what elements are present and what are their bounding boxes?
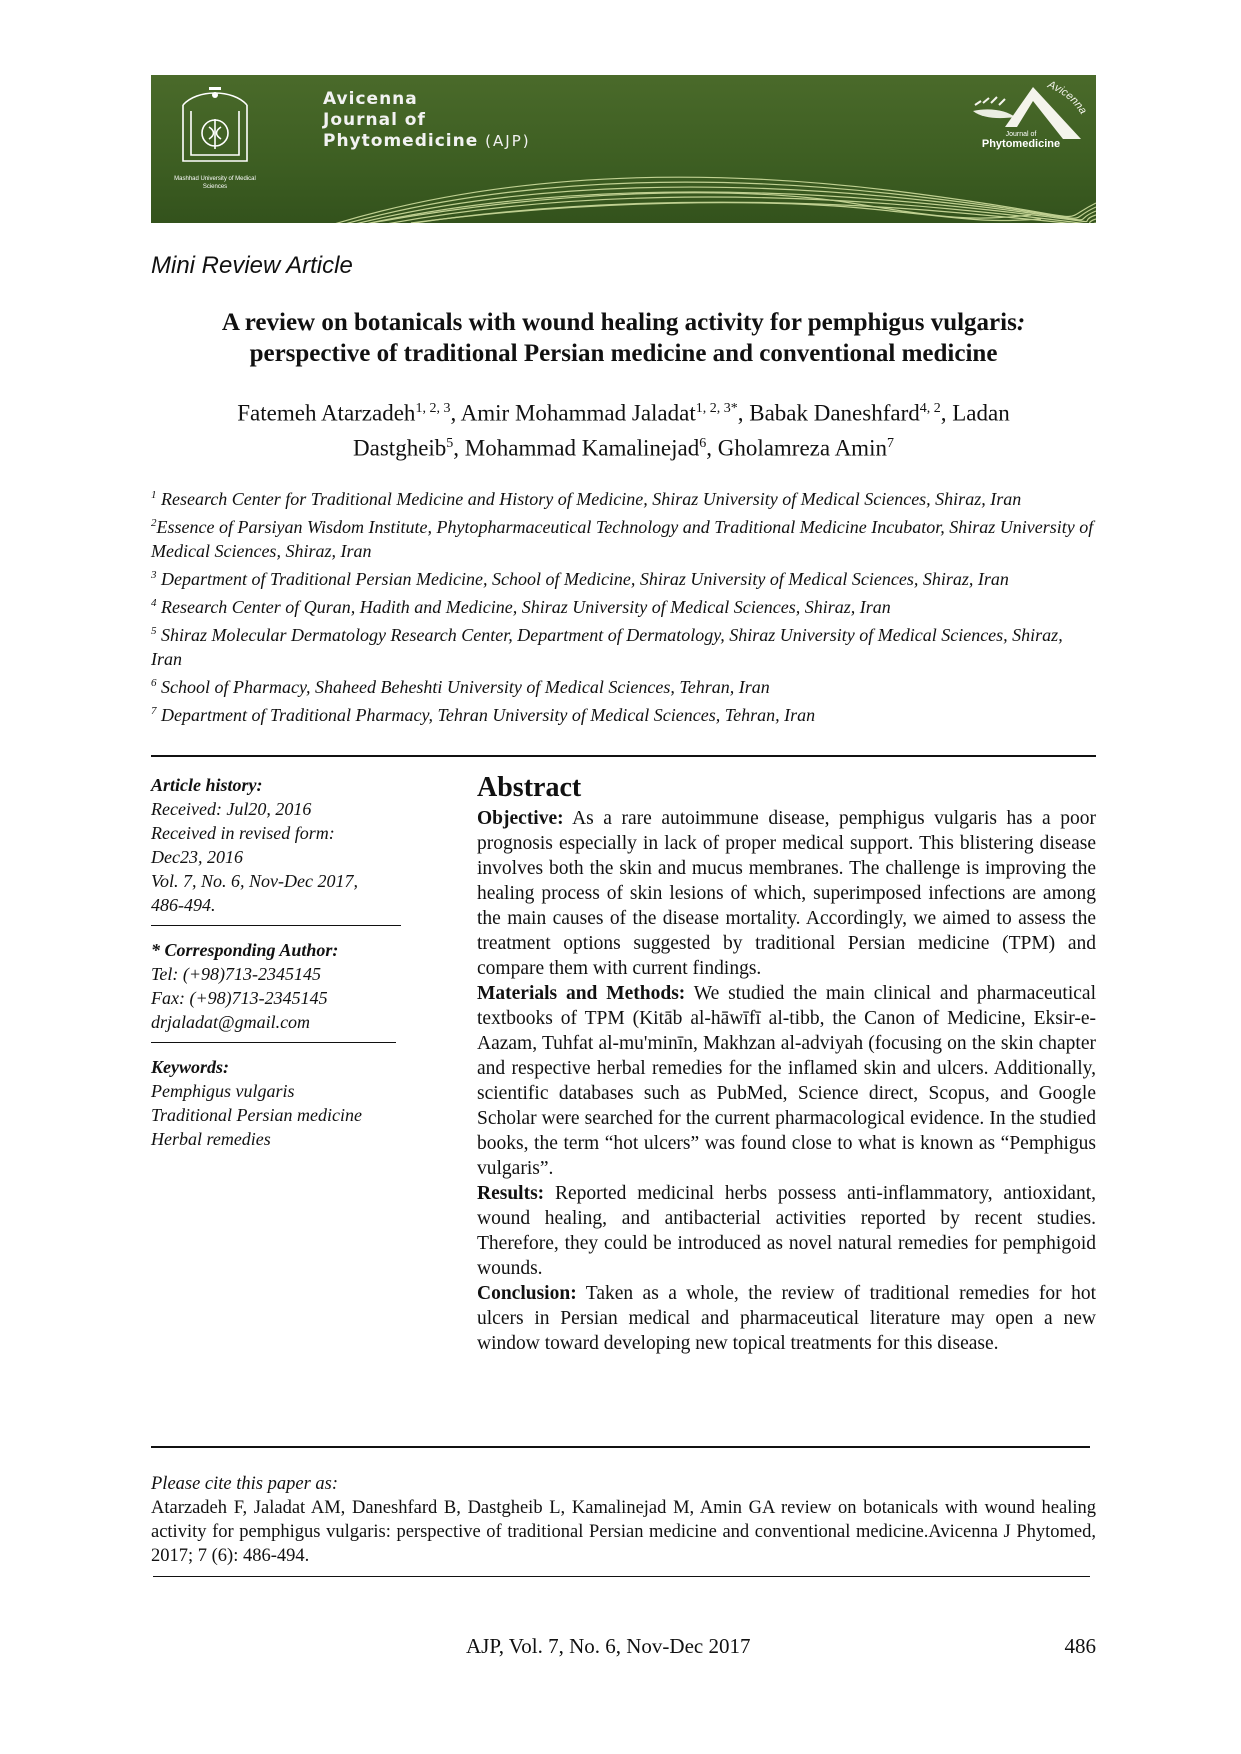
author-name: Mohammad Kamalinejad xyxy=(464,435,700,461)
journal-title-line-3: Phytomedicine (AJP) xyxy=(323,131,531,151)
author-affil-sup: 7 xyxy=(886,435,894,451)
author-name-first: Ladan xyxy=(952,400,1010,426)
journal-abbreviation: (AJP) xyxy=(485,132,531,150)
journal-title-line-1: Avicenna xyxy=(323,89,418,109)
affiliation-item: $^4$ Research Center of Quran, Hadith and Medicine, Shiraz University of Medical Sciences, Shiraz, Iran xyxy=(151,597,891,617)
author-name: Amir Mohammad Jaladat xyxy=(460,400,696,426)
author-list xyxy=(151,394,1096,463)
article-type: Mini Review Article xyxy=(151,252,353,279)
abstract xyxy=(477,771,1096,1356)
abstract-objective: Objective: As a rare autoimmune disease, pemphigus vulgaris has a poor prognosis especially in lack of proper medical support. This blistering disease involves both the skin and mucus membranes. The challenge is improving the healing process of skin lesions of which, superimposed infections are among the main causes of the disease mortality. Accordingly, we aimed to assess the treatment options suggested by traditional Persian medicine (TPM) and compare them with current findings. xyxy=(477,808,1096,979)
ajp-logo-arc-text: Avicenna xyxy=(1045,81,1089,117)
keyword-item: Herbal remedies xyxy=(151,1129,271,1149)
journal-banner xyxy=(151,75,1096,223)
university-logo xyxy=(169,83,261,173)
abstract-methods: Materials and Methods: We studied the main clinical and pharmaceutical textbooks of TPM (Kitāb al-hāwīfī al-tibb, the Canon of Medicine, Eksir-e-Aazam, Tuhfat al-mu'minīn, Makhzan al-adviyah (focusing on the skin chapter and respective herbal remedies for the inflamed skin and ulcers. Additionally, scientific databases such as PubMed, Science direct, Scopus, and Google Scholar were searched for the current pharmacological evidence. In the studied books, the term “hot ulcers” was found close to what is known as “Pemphigus vulgaris”. xyxy=(477,983,1096,1179)
author-line-1: Fatemeh Atarzadeh$^{1, 2, 3}$, Amir Mohammad Jaladat$^{1, 2, 3*}$, Babak Daneshfard$^{4, 2}$, Ladan xyxy=(237,400,1010,426)
abstract-conclusion: Conclusion: Taken as a whole, the review of traditional remedies for hot ulcers in Persian medical and pharmaceutical literature may open a new window toward developing new topical treatments for this disease. xyxy=(477,1283,1096,1354)
author-name: Babak Daneshfard xyxy=(749,400,920,426)
corresponding-tel: Tel: (+98)713-2345145 xyxy=(151,964,321,984)
author-affil-sup: 1, 2, 3* xyxy=(695,401,738,416)
article-history-line: 486-494. xyxy=(151,895,216,915)
affiliation-list xyxy=(151,483,1096,727)
keywords xyxy=(151,1055,421,1151)
paper-title-line-1: A review on botanicals with wound healing activity for pemphigus vulgaris: xyxy=(221,309,1026,336)
university-name: Mashhad University of Medical Sciences xyxy=(174,176,256,190)
article-history-heading: Article history: xyxy=(151,775,263,795)
sidebar-divider xyxy=(151,1042,396,1043)
author-affil-sup: 1, 2, 3 xyxy=(415,401,451,416)
article-history-line: Dec23, 2016 xyxy=(151,847,243,867)
sidebar-divider xyxy=(151,925,401,926)
citation-block xyxy=(151,1472,1096,1568)
affiliation-item: $^3$ Department of Traditional Persian Medicine, School of Medicine, Shiraz University of Medical Sciences, Shiraz, Iran xyxy=(151,569,1009,589)
author-affil-sup: 6 xyxy=(699,435,707,451)
corresponding-email[interactable]: drjaladat@gmail.com xyxy=(151,1012,311,1032)
citation-top-divider xyxy=(151,1446,1090,1448)
ajp-logo xyxy=(951,81,1091,221)
affiliation-item: $^5$ Shiraz Molecular Dermatology Research Center, Department of Dermatology, Shiraz University of Medical Sciences, Shiraz, Iran xyxy=(151,625,1063,669)
affiliation-item: $^1$ Research Center for Traditional Medicine and History of Medicine, Shiraz University of Medical Sciences, Shiraz, Iran xyxy=(151,489,1022,509)
author-affil-sup: 4, 2 xyxy=(919,401,941,416)
paper-title xyxy=(151,307,1096,369)
affiliation-item: $^6$ School of Pharmacy, Shaheed Beheshti University of Medical Sciences, Tehran, Iran xyxy=(151,677,770,697)
affiliation-item: $^2$Essence of Parsiyan Wisdom Institute, Phytopharmaceutical Technology and Traditional Medicine Incubator, Shiraz University of Medical Sciences, Shiraz, Iran xyxy=(151,517,1094,561)
author-name: Fatemeh Atarzadeh xyxy=(237,400,416,426)
ajp-logo-main: Phytomedicine xyxy=(981,138,1061,150)
article-history xyxy=(151,773,421,917)
citation-bottom-divider xyxy=(153,1576,1090,1577)
keyword-item: Pemphigus vulgaris xyxy=(151,1081,295,1101)
abstract-results: Results: Reported medicinal herbs possess anti-inflammatory, antioxidant, wound healing, and antibacterial activities reported by recent studies. Therefore, they could be introduced as novel natural remedies for pemphigoid wounds. xyxy=(477,1183,1096,1279)
author-name-last: Dastgheib xyxy=(353,435,447,461)
paper-title-line-2: perspective of traditional Persian medicine and conventional medicine xyxy=(249,340,998,367)
article-history-line: Received in revised form: xyxy=(151,823,335,843)
corresponding-author xyxy=(151,938,421,1034)
header-divider xyxy=(151,755,1096,757)
corresponding-fax: Fax: (+98)713-2345145 xyxy=(151,988,328,1008)
ajp-logo-small: Journal of xyxy=(1005,131,1037,138)
author-affil-sup: 5 xyxy=(446,435,454,451)
ajp-logo-caption xyxy=(961,131,1081,150)
citation-text: Atarzadeh F, Jaladat AM, Daneshfard B, Dastgheib L, Kamalinejad M, Amin GA review on botanicals with wound healing activity for pemphigus vulgaris: perspective of traditional Persian medicine and conventional medicine.Avicenna J Phytomed, 2017; 7 (6): 486-494. xyxy=(151,1498,1096,1566)
citation-label: Please cite this paper as: xyxy=(151,1474,339,1494)
affiliation-item: $^7$ Department of Traditional Pharmacy, Tehran University of Medical Sciences, Tehran, Iran xyxy=(151,705,816,725)
journal-title-line-2: Journal of xyxy=(323,110,426,130)
article-info-sidebar xyxy=(151,773,421,1151)
article-history-line: Vol. 7, No. 6, Nov-Dec 2017, xyxy=(151,871,358,891)
corresponding-author-heading: * Corresponding Author: xyxy=(151,940,339,960)
article-history-line: Received: Jul20, 2016 xyxy=(151,799,312,819)
journal-title xyxy=(323,89,531,152)
keywords-heading: Keywords: xyxy=(151,1057,229,1077)
page-number: 486 xyxy=(1064,1634,1096,1658)
abstract-heading: Abstract xyxy=(477,772,582,803)
footer-journal-ref: AJP, Vol. 7, No. 6, Nov-Dec 2017 xyxy=(466,1634,751,1658)
author-name: Gholamreza Amin xyxy=(717,435,887,461)
author-line-2: Dastgheib$^5$, Mohammad Kamalinejad$^6$, Gholamreza Amin$^7$ xyxy=(353,435,894,461)
keyword-item: Traditional Persian medicine xyxy=(151,1105,362,1125)
